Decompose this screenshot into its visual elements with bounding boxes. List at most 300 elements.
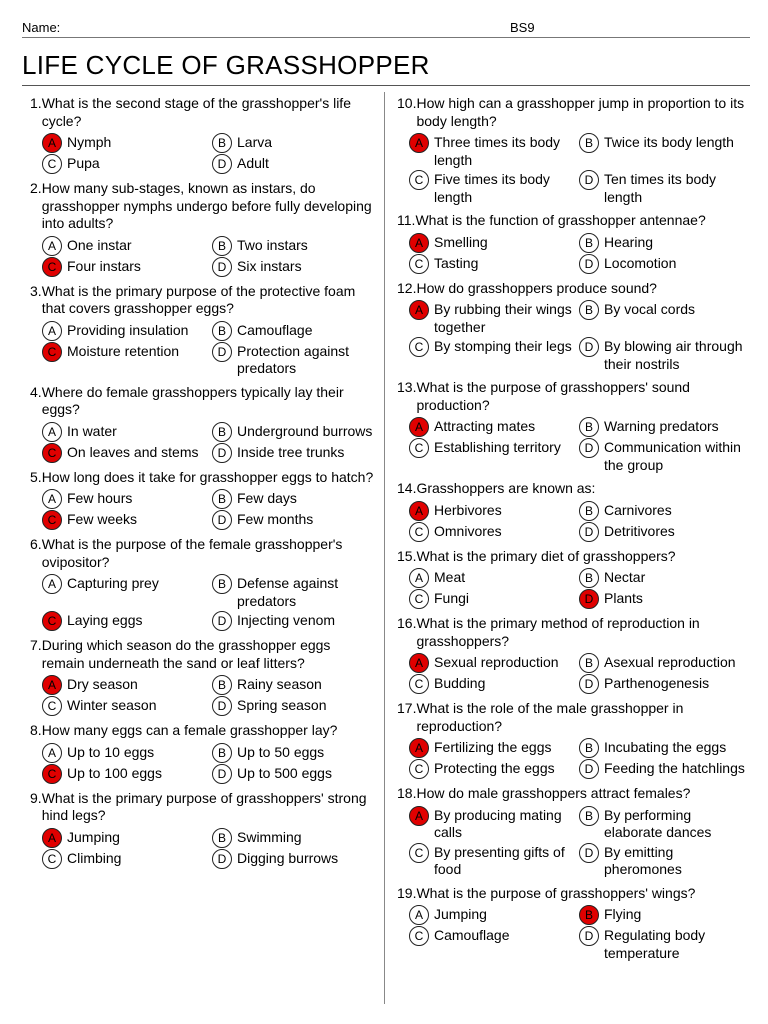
answer-circle[interactable]: C [42,154,62,174]
answer-text: Rainy season [237,676,322,692]
answer-text: Protection against predators [237,342,350,376]
answer-option[interactable] [409,502,579,521]
page-title: LIFE CYCLE OF GRASSHOPPER [22,50,430,80]
question-item [397,885,752,963]
answer-circle[interactable]: B [579,501,599,521]
answer-circle[interactable]: D [212,342,232,362]
answer-option[interactable] [42,343,212,378]
answer-text: Flying [604,906,642,922]
answer-text: Communication within the group [604,439,741,473]
answer-text: Herbivores [434,501,502,518]
answer-circle[interactable]: B [212,133,232,153]
question-item [30,790,374,869]
selected-answer-circle[interactable]: A [42,133,62,153]
answer-circle[interactable]: B [212,321,232,341]
question-text [30,469,374,487]
answer-text: Few days [237,490,297,506]
answer-text: Inside tree trunks [237,443,345,460]
answer-text: Camouflage [434,927,510,943]
answer-option[interactable] [42,744,212,763]
answer-text: Meat [434,569,466,585]
answer-text: By vocal cords [604,301,696,317]
answer-circle[interactable]: D [579,674,599,694]
selected-answer-circle[interactable]: D [579,589,599,609]
answer-option[interactable] [409,739,579,758]
answer-circle[interactable]: D [579,926,599,946]
answer-option[interactable] [409,439,579,474]
answer-text: Jumping [67,828,120,845]
answer-option[interactable] [579,234,752,253]
answer-text: Feeding the hatchlings [604,760,745,776]
answer-text: Up to 10 eggs [67,743,155,760]
answer-option[interactable] [212,322,374,341]
question-prompt: How long does it take for grasshopper eggs to hatch? [41,468,374,485]
answer-option[interactable] [42,697,212,716]
answer-option[interactable] [42,444,212,463]
answer-text: Underground burrows [237,422,373,439]
question-prompt: During which season do the grasshopper eggs remain underneath the sand or leaf litters? [41,637,331,671]
question-text [397,480,752,498]
answer-circle[interactable]: D [579,843,599,863]
name-label: Name: [22,20,61,35]
question-prompt: What is the purpose of grasshoppers' sound production? [416,379,690,413]
answer-circle[interactable]: C [409,337,429,357]
answer-options [409,739,752,779]
answer-circle[interactable]: C [42,849,62,869]
answer-circle[interactable]: C [409,170,429,190]
question-prompt: What is the second stage of the grasshopper's life cycle? [41,95,351,129]
worksheet-code: BS9 [510,20,535,35]
answer-text: Carnivores [604,501,672,518]
answer-option[interactable] [409,654,579,673]
selected-answer-circle[interactable]: A [409,233,429,253]
answer-text: Up to 50 eggs [237,743,325,760]
answer-option[interactable] [409,338,579,373]
answer-option[interactable] [409,171,579,206]
answer-option[interactable] [579,338,752,373]
question-number: 8. [30,722,42,738]
answer-text: Providing insulation [67,321,189,338]
question-number: 2. [30,180,42,196]
answer-circle[interactable]: A [42,574,62,594]
answer-option[interactable] [579,255,752,274]
question-text [397,280,752,298]
answer-options [409,134,752,206]
question-text [30,536,374,571]
answer-options [42,322,374,378]
answer-circle[interactable]: D [579,759,599,779]
answer-text: Omnivores [434,522,502,539]
answer-text: Ten times its body length [604,171,717,205]
column-divider [384,92,385,1004]
answer-option[interactable] [42,134,212,153]
answer-text: Up to 100 eggs [67,764,162,781]
answer-options [42,676,374,716]
question-prompt: What is the primary purpose of grasshoppers' strong hind legs? [41,789,367,823]
selected-answer-circle[interactable]: A [42,828,62,848]
answer-text: Four instars [67,257,141,274]
answer-text: Larva [237,134,273,150]
answer-circle[interactable]: D [212,764,232,784]
answer-circle[interactable]: B [579,133,599,153]
question-prompt: How high can a grasshopper jump in proportion to its body length? [416,95,745,129]
answer-circle[interactable]: B [212,422,232,442]
selected-answer-circle[interactable]: B [579,905,599,925]
answer-text: Warning predators [604,418,719,434]
answer-text: Regulating body temperature [604,927,706,961]
answer-text: By presenting gifts of food [434,843,565,877]
answer-circle[interactable]: B [579,653,599,673]
answer-options [409,569,752,609]
answer-circle[interactable]: B [212,574,232,594]
answer-circle[interactable]: C [42,696,62,716]
answer-option[interactable] [579,739,752,758]
question-prompt: How do male grasshoppers attract females? [416,785,691,801]
answer-option[interactable] [212,490,374,509]
selected-answer-circle[interactable]: A [409,738,429,758]
question-item [397,785,752,879]
question-number: 12. [397,279,417,296]
answer-circle[interactable]: B [212,489,232,509]
question-number: 9. [30,789,42,806]
answer-text: In water [67,422,117,439]
answer-option[interactable] [409,523,579,542]
answer-option[interactable] [579,654,752,673]
answer-option[interactable] [579,301,752,336]
selected-answer-circle[interactable]: C [42,257,62,277]
answer-text: Plants [604,590,643,606]
answer-options [409,234,752,274]
answer-option[interactable] [579,760,752,779]
answer-circle[interactable]: C [409,843,429,863]
question-prompt: What is the function of grasshopper antennae? [415,212,706,228]
answer-text: Few weeks [67,511,138,527]
question-number: 19. [397,884,417,901]
answer-option[interactable] [212,258,374,277]
answer-option[interactable] [212,575,374,610]
answer-circle[interactable]: D [579,337,599,357]
answer-circle[interactable]: D [579,522,599,542]
answer-option[interactable] [579,675,752,694]
question-prompt: What is the role of the male grasshopper in reproduction? [416,700,684,734]
question-text [397,885,752,903]
answer-option[interactable] [42,322,212,341]
answer-option[interactable] [409,844,579,879]
question-prompt: Grasshoppers are known as: [416,480,596,496]
answer-options [42,490,374,530]
worksheet-header [22,18,750,38]
answer-option[interactable] [42,850,212,869]
selected-answer-circle[interactable]: C [42,443,62,463]
answer-text: Spring season [237,697,327,713]
answer-options [42,744,374,784]
answer-option[interactable] [42,237,212,256]
question-item [397,700,752,779]
answer-options [42,237,374,277]
answer-text: Laying eggs [67,612,143,628]
answer-circle[interactable]: A [42,422,62,442]
question-text [397,785,752,803]
answer-text: By emitting pheromones [604,843,682,877]
answer-circle[interactable]: D [212,510,232,530]
answer-option[interactable] [42,829,212,848]
question-number: 16. [397,615,417,631]
answer-text: Up to 500 eggs [237,764,332,781]
question-item [397,379,752,474]
answer-circle[interactable]: B [579,300,599,320]
answer-option[interactable] [409,590,579,609]
question-prompt: How many sub-stages, known as instars, do grasshopper nymphs undergo before fully developing into adults? [41,180,372,231]
answer-circle[interactable]: C [409,589,429,609]
question-text [397,615,752,650]
answer-circle[interactable]: C [409,254,429,274]
selected-answer-circle[interactable]: A [409,653,429,673]
answer-option[interactable] [212,612,374,631]
answer-circle[interactable]: D [212,443,232,463]
answer-option[interactable] [42,490,212,509]
answer-circle[interactable]: C [409,926,429,946]
answer-circle[interactable]: D [212,154,232,174]
answer-option[interactable] [409,418,579,437]
answer-text: Winter season [67,697,157,713]
selected-answer-circle[interactable]: C [42,611,62,631]
answer-circle[interactable]: A [42,489,62,509]
answer-text: Defense against predators [237,575,339,609]
answer-option[interactable] [409,760,579,779]
answer-circle[interactable]: B [579,568,599,588]
answer-option[interactable] [579,134,752,169]
question-prompt: How many eggs can a female grasshopper lay? [41,722,338,738]
answer-option[interactable] [42,511,212,530]
answer-option[interactable] [212,744,374,763]
question-text [30,180,374,233]
answer-text: Jumping [434,906,487,922]
question-number: 4. [30,383,42,400]
question-text [397,379,752,414]
answer-option[interactable] [212,155,374,174]
selected-answer-circle[interactable]: A [42,675,62,695]
answer-circle[interactable]: A [409,568,429,588]
answer-option[interactable] [409,675,579,694]
answer-option[interactable] [212,850,374,869]
answer-circle[interactable]: A [42,743,62,763]
answer-option[interactable] [579,569,752,588]
answer-text: Few months [237,511,314,527]
answer-option[interactable] [212,765,374,784]
question-item [397,280,752,374]
answer-option[interactable] [42,765,212,784]
answer-text: Locomotion [604,254,677,271]
answer-circle[interactable]: D [212,257,232,277]
answer-option[interactable] [409,234,579,253]
answer-option[interactable] [409,255,579,274]
answer-circle[interactable]: D [212,696,232,716]
question-item [30,722,374,784]
answer-option[interactable] [42,155,212,174]
question-number: 5. [30,468,42,485]
answer-circle[interactable]: D [579,254,599,274]
answer-option[interactable] [42,612,212,631]
answer-option[interactable] [579,439,752,474]
answer-text: Nymph [67,134,112,150]
answer-text: By producing mating calls [434,806,562,840]
answer-option[interactable] [409,134,579,169]
answer-text: Establishing territory [434,439,561,455]
answer-circle[interactable]: D [212,849,232,869]
answer-options [409,301,752,373]
selected-answer-circle[interactable]: C [42,342,62,362]
answer-text: Two instars [237,236,308,253]
question-column-right [397,95,752,968]
name-underline [22,37,750,38]
question-number: 10. [397,95,417,111]
question-prompt: What is the purpose of grasshoppers' wings? [416,884,696,901]
answer-option[interactable] [212,237,374,256]
answer-circle[interactable]: C [409,438,429,458]
question-text [30,95,374,130]
answer-option[interactable] [212,134,374,153]
question-text [30,384,374,419]
answer-option[interactable] [212,829,374,848]
answer-text: Climbing [67,849,122,866]
answer-option[interactable] [579,927,752,962]
answer-circle[interactable]: A [42,236,62,256]
answer-text: Tasting [434,254,479,271]
answer-option[interactable] [579,844,752,879]
answer-option[interactable] [409,927,579,962]
answer-text: Digging burrows [237,849,339,866]
answer-option[interactable] [42,676,212,695]
answer-option[interactable] [212,423,374,442]
answer-options [409,502,752,542]
answer-option[interactable] [409,807,579,842]
answer-option[interactable] [579,590,752,609]
question-number: 6. [30,536,42,552]
answer-text: Incubating the eggs [604,739,727,755]
question-prompt: Where do female grasshoppers typically lay their eggs? [41,383,344,417]
selected-answer-circle[interactable]: A [409,501,429,521]
answer-circle[interactable]: D [579,170,599,190]
answer-circle[interactable]: C [409,674,429,694]
question-prompt: What is the purpose of the female grasshopper's ovipositor? [41,536,343,570]
question-item [397,212,752,274]
answer-circle[interactable]: D [212,611,232,631]
answer-option[interactable] [579,502,752,521]
answer-option[interactable] [42,575,212,610]
answer-circle[interactable]: A [42,321,62,341]
answer-option[interactable] [579,906,752,925]
answer-option[interactable] [579,418,752,437]
question-item [30,469,374,531]
answer-circle[interactable]: B [579,233,599,253]
answer-option[interactable] [409,906,579,925]
answer-circle[interactable]: A [409,905,429,925]
question-prompt: What is the primary purpose of the protective foam that covers grasshopper eggs? [41,282,356,316]
answer-option[interactable] [212,676,374,695]
answer-circle[interactable]: B [212,236,232,256]
selected-answer-circle[interactable]: A [409,300,429,320]
answer-option[interactable] [212,697,374,716]
answer-circle[interactable]: B [212,828,232,848]
answer-text: Dry season [67,676,138,692]
answer-text: Hearing [604,233,654,250]
answer-circle[interactable]: B [579,806,599,826]
question-text [30,722,374,740]
selected-answer-circle[interactable]: A [409,806,429,826]
answer-text: Adult [237,155,269,171]
answer-options [409,418,752,474]
answer-text: Injecting venom [237,612,336,628]
question-number: 1. [30,95,42,111]
answer-options [42,575,374,631]
question-text [30,283,374,318]
answer-text: Nectar [604,569,646,585]
selected-answer-circle[interactable]: A [409,417,429,437]
question-item [397,548,752,610]
answer-text: Camouflage [237,321,313,338]
answer-text: Three times its body length [434,134,561,168]
answer-option[interactable] [42,423,212,442]
answer-text: Budding [434,675,486,691]
question-item [30,536,374,631]
answer-circle[interactable]: B [579,738,599,758]
answer-text: Sexual reproduction [434,654,559,670]
answer-options [409,906,752,962]
selected-answer-circle[interactable]: C [42,764,62,784]
question-item [397,480,752,542]
question-number: 3. [30,282,42,299]
answer-option[interactable] [579,523,752,542]
question-prompt: What is the primary diet of grasshoppers? [416,547,676,564]
question-number: 17. [397,700,417,716]
answer-text: Protecting the eggs [434,760,555,776]
answer-option[interactable] [212,511,374,530]
question-item [30,384,374,463]
answer-circle[interactable]: D [579,438,599,458]
question-item [30,283,374,378]
title-underline [22,85,750,86]
question-number: 18. [397,785,417,801]
answer-text: By rubbing their wings together [434,301,572,335]
answer-option[interactable] [42,258,212,277]
answer-option[interactable] [212,343,374,378]
answer-text: Twice its body length [604,134,734,150]
question-column-left [30,95,374,875]
answer-option[interactable] [579,807,752,842]
question-text [397,95,752,130]
answer-option[interactable] [409,301,579,336]
answer-circle[interactable]: C [409,759,429,779]
selected-answer-circle[interactable]: C [42,510,62,530]
question-number: 7. [30,637,42,653]
answer-text: Fungi [434,590,470,606]
selected-answer-circle[interactable]: A [409,133,429,153]
answer-circle[interactable]: C [409,522,429,542]
answer-option[interactable] [579,171,752,206]
answer-circle[interactable]: B [212,743,232,763]
answer-options [409,807,752,879]
answer-option[interactable] [409,569,579,588]
answer-text: Capturing prey [67,575,159,591]
question-item [30,637,374,716]
question-number: 14. [397,480,417,496]
answer-circle[interactable]: B [212,675,232,695]
question-text [30,790,374,825]
question-text [397,548,752,566]
answer-circle[interactable]: B [579,417,599,437]
answer-option[interactable] [212,444,374,463]
answer-text: Fertilizing the eggs [434,739,552,755]
